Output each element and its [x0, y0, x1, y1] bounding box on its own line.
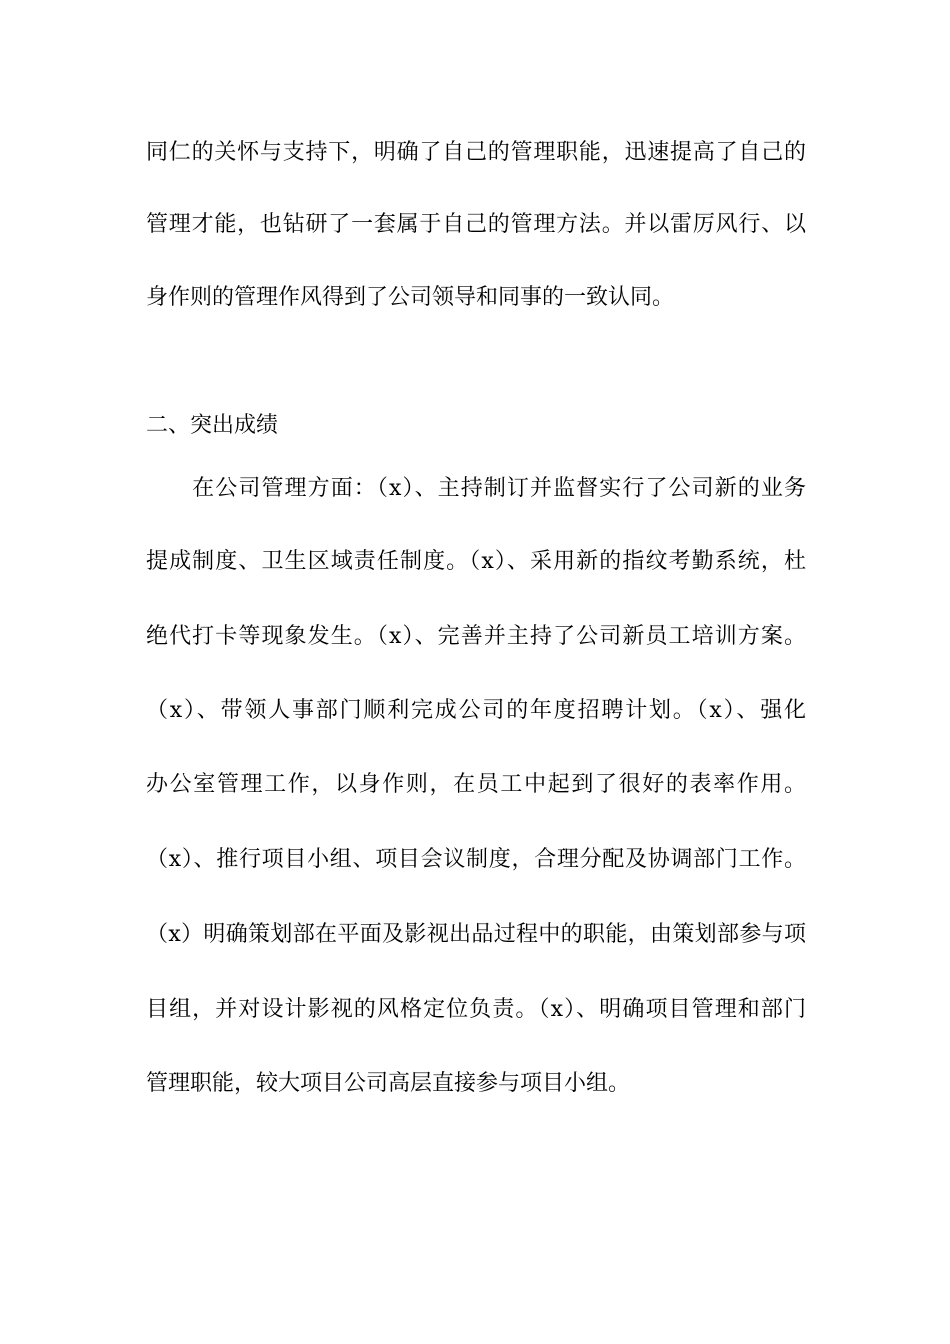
paragraph-2-line-4: （x）、带领人事部门顺利完成公司的年度招聘计划。（x）、强化: [146, 698, 806, 723]
paragraph-2-line-1: 在公司管理方面：（x）、主持制订并监督实行了公司新的业务: [146, 476, 806, 501]
paragraph-2-line-5: 办公室管理工作，以身作则，在员工中起到了很好的表率作用。: [146, 772, 806, 797]
section-heading: 二、突出成绩: [146, 413, 279, 438]
paragraph-2-line-8: 目组，并对设计影视的风格定位负责。（x）、明确项目管理和部门: [146, 997, 806, 1022]
paragraph-2-line-6: （x）、推行项目小组、项目会议制度，合理分配及协调部门工作。: [146, 847, 806, 872]
paragraph-2-line-2: 提成制度、卫生区域责任制度。（x）、采用新的指纹考勤系统，杜: [146, 549, 806, 574]
paragraph-2-line-9: 管理职能，较大项目公司高层直接参与项目小组。: [146, 1071, 631, 1096]
paragraph-2-line-3: 绝代打卡等现象发生。（x）、完善并主持了公司新员工培训方案。: [146, 624, 806, 649]
paragraph-2-line-7: （x）明确策划部在平面及影视出品过程中的职能，由策划部参与项: [146, 922, 806, 947]
paragraph-1-line-2: 管理才能，也钻研了一套属于自己的管理方法。并以雷厉风行、以: [146, 212, 806, 237]
paragraph-1-line-1: 同仁的关怀与支持下，明确了自己的管理职能，迅速提高了自己的: [146, 140, 806, 165]
paragraph-1-line-3: 身作则的管理作风得到了公司领导和同事的一致认同。: [146, 285, 675, 310]
